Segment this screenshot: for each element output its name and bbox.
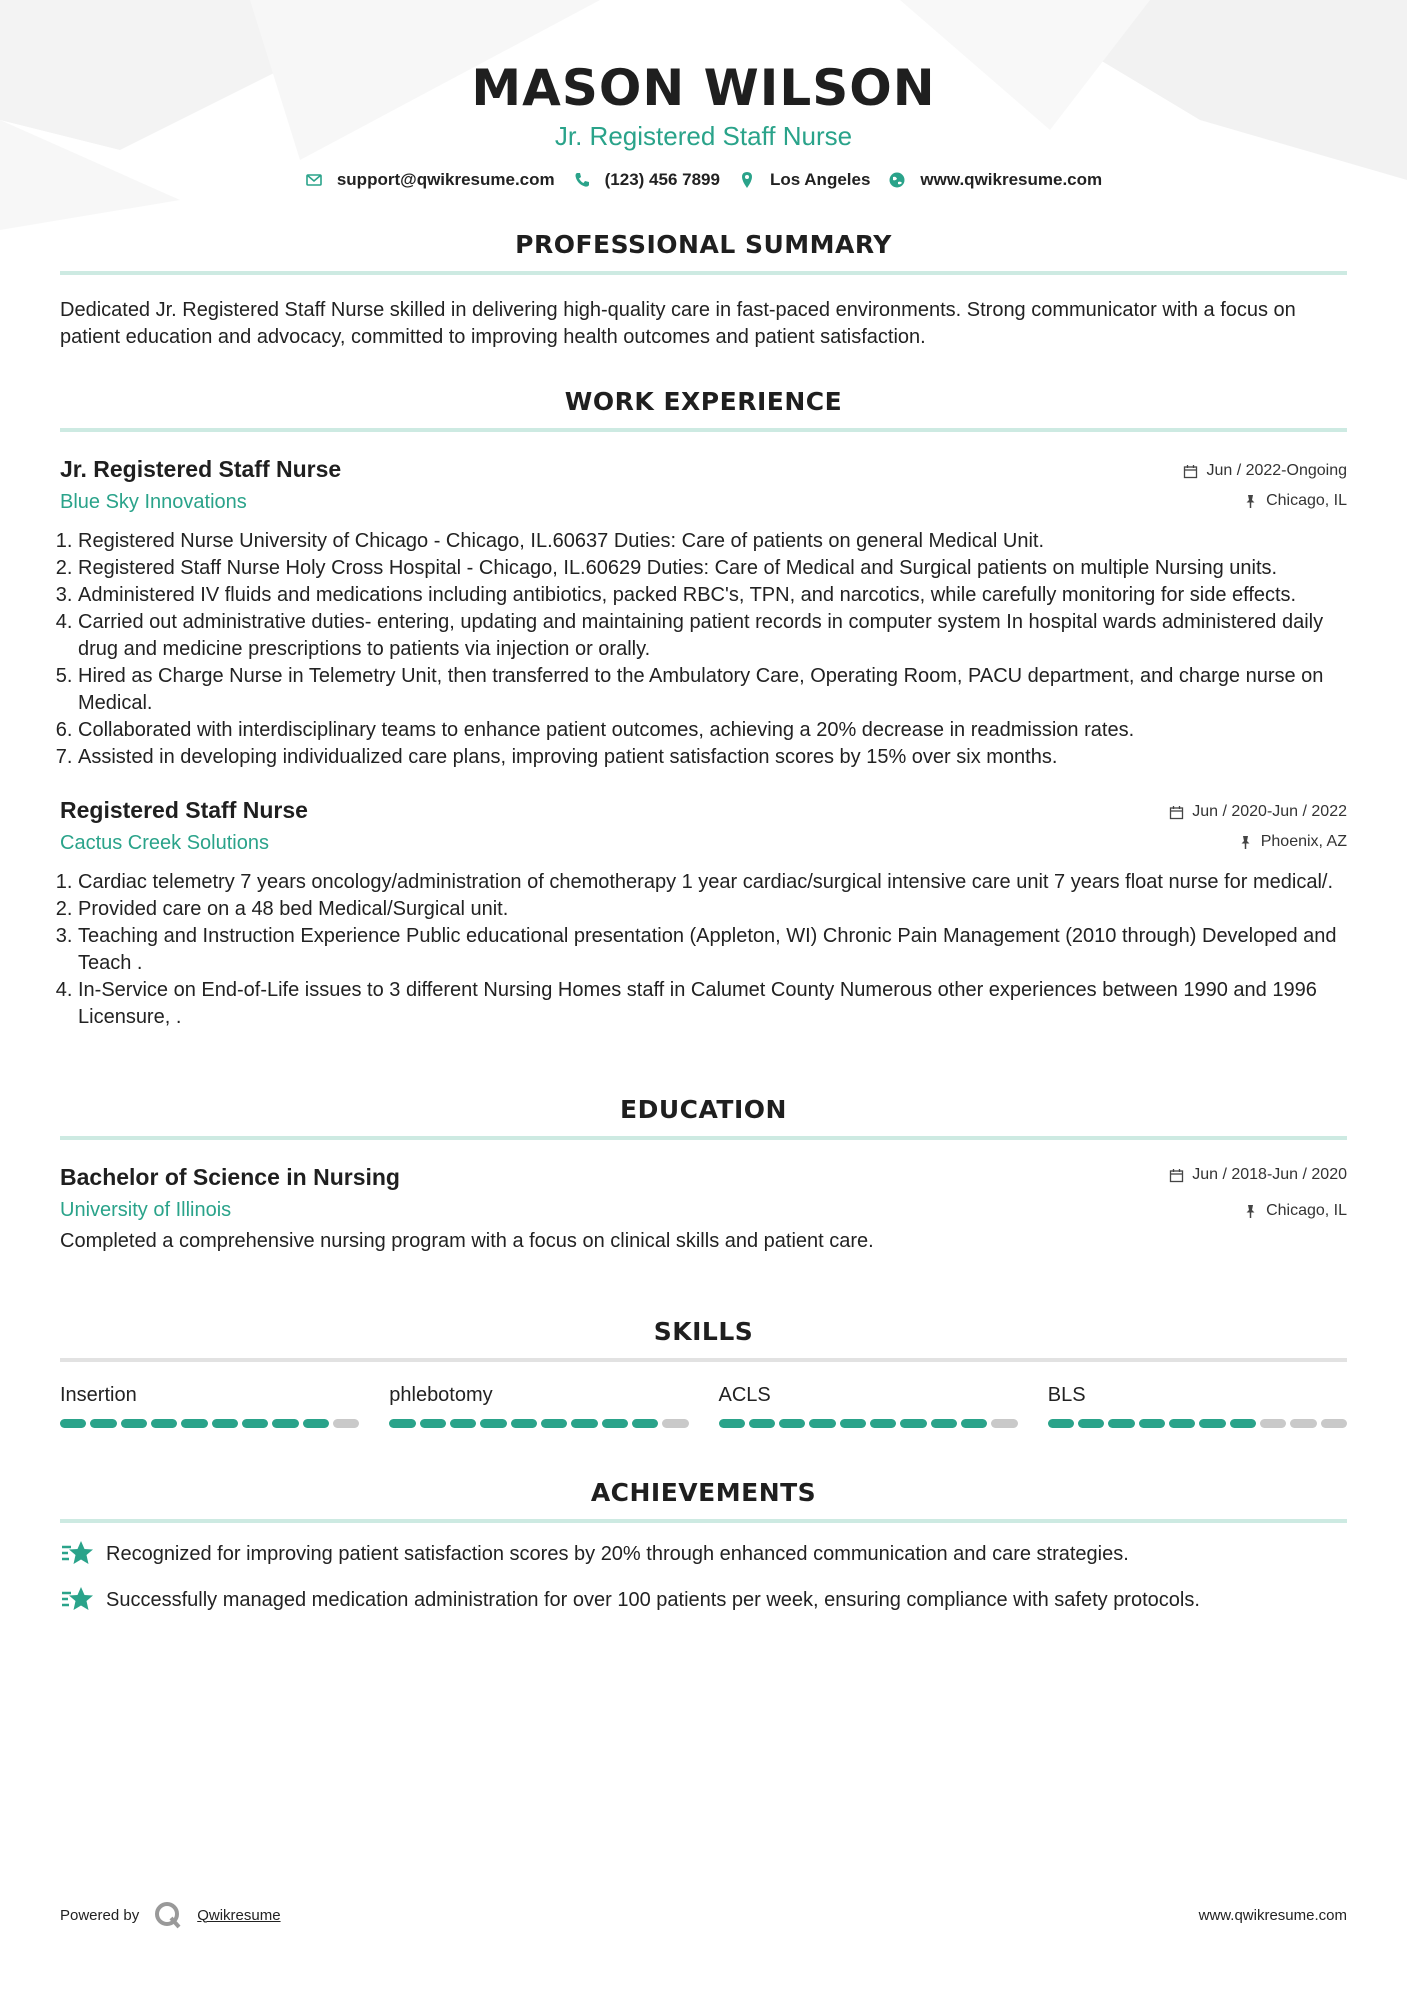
education-location: Chicago, IL [1266, 1202, 1347, 1219]
contact-phone[interactable] [573, 170, 720, 190]
skill-name: BLS [1047, 1384, 1086, 1406]
rating-dot-filled [1199, 1419, 1225, 1428]
school-name: University of Illinois [60, 1199, 232, 1221]
rating-dot-filled [602, 1419, 628, 1428]
achievements-section [60, 1478, 1347, 1615]
job-location: Chicago, IL [1266, 492, 1347, 509]
rating-dot-filled [1108, 1419, 1134, 1428]
rating-dot-filled [541, 1419, 567, 1428]
rating-dot-filled [1078, 1419, 1104, 1428]
pushpin-icon [1243, 1204, 1258, 1219]
location-text: Los Angeles [769, 170, 871, 189]
list-item: 4. Carried out administrative duties- entering, updating and maintaining patient records in computer system In hospital wards administered daily drug and medicine prescriptions to patients via injection or orally. [78, 609, 1347, 663]
achievement-text: Successfully managed medication administration for over 100 patients per week, ensuring compliance with safety protocols. [106, 1588, 1200, 1611]
rating-dot-empty [333, 1419, 359, 1428]
summary-text: Dedicated Jr. Registered Staff Nurse skilled in delivering high-quality care in fast-paced environments. Strong communicator with a focus on patient education and advocacy, committed to improving health outcomes and patient satisfaction. [60, 299, 1296, 348]
job-location: Phoenix, AZ [1260, 833, 1347, 850]
section-divider [60, 1136, 1347, 1140]
skills-list [60, 1384, 1347, 1428]
section-divider [60, 271, 1347, 275]
rating-dot-filled [242, 1419, 268, 1428]
map-pin-icon [738, 171, 756, 189]
rating-dot-filled [121, 1419, 147, 1428]
footer-website[interactable]: www.qwikresume.com [1198, 1906, 1347, 1924]
email-icon [305, 171, 323, 189]
calendar-icon [1169, 1168, 1184, 1183]
rating-dot-filled [840, 1419, 866, 1428]
achievement-text: Recognized for improving patient satisfaction scores by 20% through enhanced communication and care strategies. [106, 1542, 1129, 1565]
phone-icon [573, 171, 591, 189]
degree-title: Bachelor of Science in Nursing [60, 1164, 400, 1190]
rating-dot-filled [511, 1419, 537, 1428]
list-item: 2. Provided care on a 48 bed Medical/Surgical unit. [78, 896, 1347, 923]
section-title-experience: WORK EXPERIENCE [564, 387, 843, 416]
education-section [60, 1095, 1347, 1255]
skill-rating [719, 1419, 1018, 1428]
rating-dot-filled [1139, 1419, 1165, 1428]
achievement-item [60, 1539, 1347, 1569]
rating-dot-filled [1169, 1419, 1195, 1428]
rating-dot-filled [60, 1419, 86, 1428]
contact-email[interactable] [305, 170, 555, 190]
job-entry [60, 456, 1347, 771]
star-icon [60, 1539, 94, 1569]
contact-location [738, 170, 870, 190]
skill-item [60, 1384, 359, 1428]
rating-dot-filled [420, 1419, 446, 1428]
section-divider [60, 428, 1347, 432]
duties-list [60, 528, 1347, 771]
email-text: support@qwikresume.com [336, 170, 555, 189]
skill-rating [60, 1419, 359, 1428]
job-title: Jr. Registered Staff Nurse [60, 456, 342, 482]
rating-dot-filled [450, 1419, 476, 1428]
job-dates: Jun / 2022-Ongoing [1206, 462, 1347, 479]
summary-section [60, 230, 1347, 351]
job-title-headline: Jr. Registered Staff Nurse [554, 121, 853, 151]
job-entry [60, 797, 1347, 1031]
rating-dot-filled [272, 1419, 298, 1428]
rating-dot-filled [90, 1419, 116, 1428]
section-divider [60, 1358, 1347, 1362]
pushpin-icon [1238, 835, 1253, 850]
list-item: 4. In-Service on End-of-Life issues to 3 different Nursing Homes staff in Calumet County Numerous other experiences between 1990 and 1996 Licensure, . [78, 977, 1347, 1031]
rating-dot-filled [900, 1419, 926, 1428]
skill-item [719, 1384, 1018, 1428]
footer [60, 1900, 1347, 1930]
rating-dot-filled [809, 1419, 835, 1428]
rating-dot-empty [1321, 1419, 1347, 1428]
skill-rating [389, 1419, 688, 1428]
skill-name: Insertion [60, 1384, 137, 1406]
company-name: Cactus Creek Solutions [60, 832, 269, 854]
rating-dot-filled [480, 1419, 506, 1428]
list-item: 7. Assisted in developing individualized care plans, improving patient satisfaction scores by 15% over six months. [78, 744, 1347, 771]
list-item: 6. Collaborated with interdisciplinary teams to enhance patient outcomes, achieving a 20% decrease in readmission rates. [78, 717, 1347, 744]
skill-item [1048, 1384, 1347, 1428]
rating-dot-empty [1260, 1419, 1286, 1428]
duties-list [60, 869, 1347, 1031]
brand-link[interactable]: Qwikresume [197, 1906, 281, 1924]
education-dates: Jun / 2018-Jun / 2020 [1192, 1166, 1347, 1183]
website-text: www.qwikresume.com [920, 170, 1103, 189]
list-item: 1. Cardiac telemetry 7 years oncology/administration of chemotherapy 1 year cardiac/surgical intensive care unit 7 years float nurse for medical/. [78, 869, 1347, 896]
rating-dot-empty [991, 1419, 1017, 1428]
rating-dot-filled [749, 1419, 775, 1428]
skill-item [389, 1384, 688, 1428]
skill-name: ACLS [718, 1384, 771, 1406]
achievement-item [60, 1585, 1347, 1615]
list-item: 2. Registered Staff Nurse Holy Cross Hospital - Chicago, IL.60629 Duties: Care of Medical and Surgical patients on multiple Nursing units. [78, 555, 1347, 582]
candidate-name: MASON WILSON [471, 59, 936, 117]
rating-dot-filled [389, 1419, 415, 1428]
company-name: Blue Sky Innovations [60, 491, 247, 513]
powered-by-label: Powered by [60, 1906, 140, 1924]
rating-dot-filled [1230, 1419, 1256, 1428]
rating-dot-filled [719, 1419, 745, 1428]
list-item: 1. Registered Nurse University of Chicago - Chicago, IL.60637 Duties: Care of patients on general Medical Unit. [78, 528, 1347, 555]
qwikresume-logo-icon [153, 1900, 183, 1930]
section-title-summary: PROFESSIONAL SUMMARY [515, 230, 892, 259]
calendar-icon [1183, 464, 1198, 479]
list-item: 3. Administered IV fluids and medications including antibiotics, packed RBC's, TPN, and narcotics, while carefully monitoring for side effects. [78, 582, 1347, 609]
rating-dot-filled [931, 1419, 957, 1428]
section-title-education: EDUCATION [620, 1095, 787, 1124]
section-title-achievements: ACHIEVEMENTS [590, 1478, 817, 1507]
rating-dot-filled [212, 1419, 238, 1428]
skill-rating [1048, 1419, 1347, 1428]
list-item: 3. Teaching and Instruction Experience Public educational presentation (Appleton, WI) Chronic Pain Management (2010 through) Developed and Teach . [78, 923, 1347, 977]
rating-dot-filled [779, 1419, 805, 1428]
calendar-icon [1169, 805, 1184, 820]
skills-section [60, 1317, 1347, 1428]
rating-dot-filled [961, 1419, 987, 1428]
rating-dot-filled [303, 1419, 329, 1428]
job-title: Registered Staff Nurse [60, 797, 308, 823]
globe-icon [888, 171, 906, 189]
contact-bar [60, 170, 1347, 190]
rating-dot-filled [632, 1419, 658, 1428]
phone-text: (123) 456 7899 [604, 170, 720, 189]
experience-section [60, 387, 1347, 1031]
list-item: 5. Hired as Charge Nurse in Telemetry Unit, then transferred to the Ambulatory Care, Operating Room, PACU department, and charge nurse on Medical. [78, 663, 1347, 717]
contact-website[interactable] [888, 170, 1102, 190]
rating-dot-empty [1290, 1419, 1316, 1428]
section-title-skills: SKILLS [653, 1317, 754, 1346]
education-description: Completed a comprehensive nursing program with a focus on clinical skills and patient care. [60, 1230, 874, 1252]
rating-dot-filled [571, 1419, 597, 1428]
rating-dot-empty [662, 1419, 688, 1428]
rating-dot-filled [1048, 1419, 1074, 1428]
star-icon [60, 1585, 94, 1615]
job-dates: Jun / 2020-Jun / 2022 [1192, 803, 1347, 820]
rating-dot-filled [151, 1419, 177, 1428]
rating-dot-filled [870, 1419, 896, 1428]
pushpin-icon [1243, 494, 1258, 509]
skill-name: phlebotomy [389, 1384, 493, 1406]
rating-dot-filled [181, 1419, 207, 1428]
section-divider [60, 1519, 1347, 1523]
